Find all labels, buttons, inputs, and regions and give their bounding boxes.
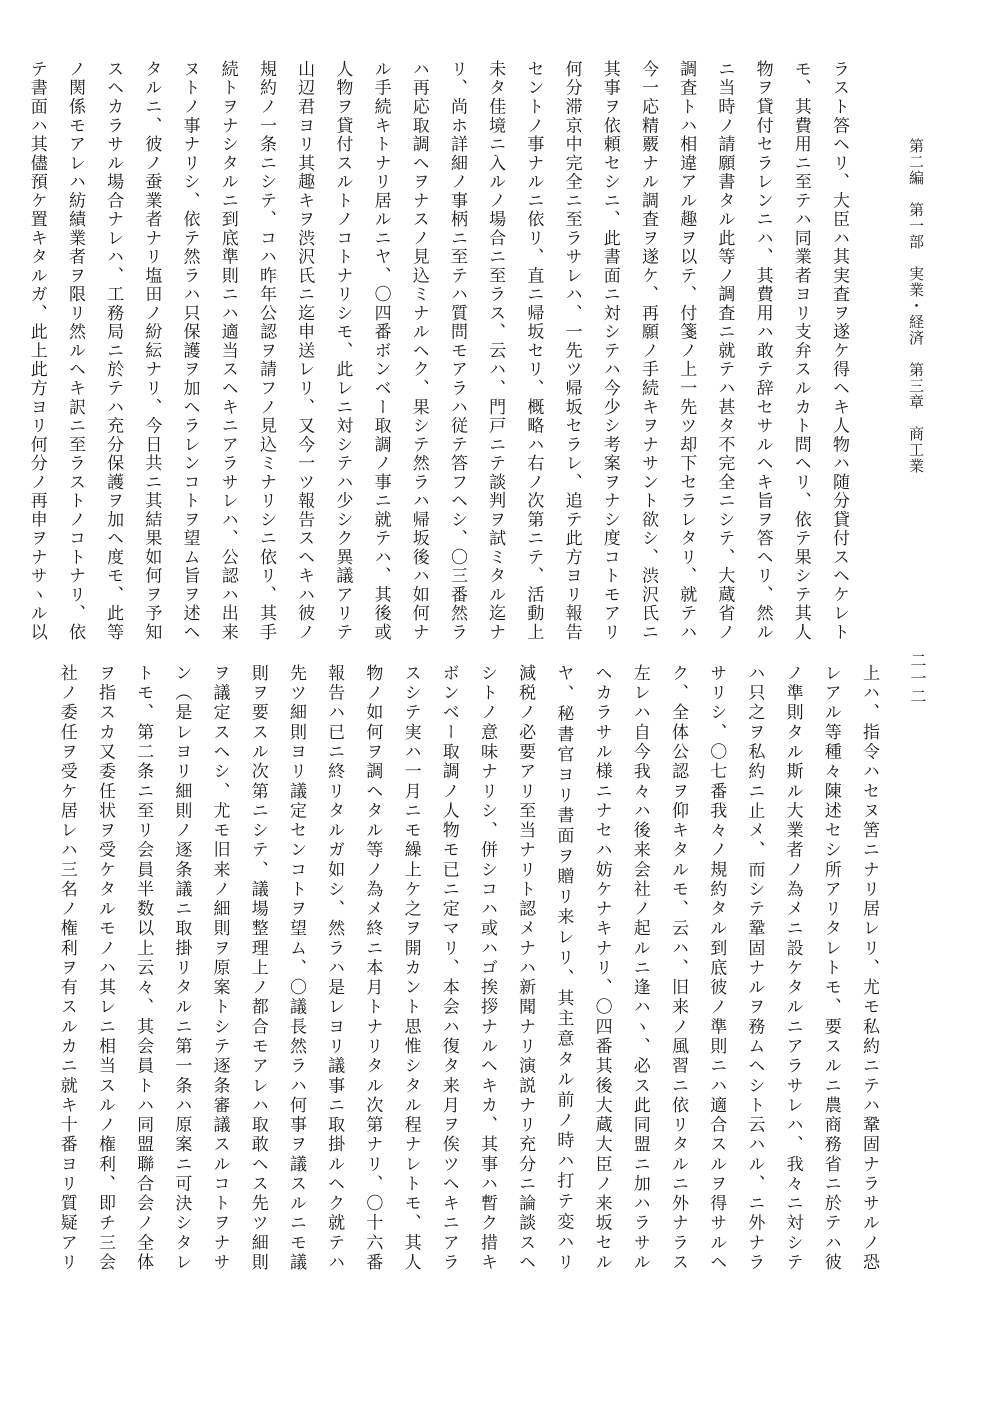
text-line: ニ当時ノ請願書タル此等ノ調査ニ就テハ甚タ不完全ニシテ、大蔵省ノ: [714, 60, 735, 640]
text-line: 規約ノ一条ニシテ、コハ昨年公認ヲ請フノ見込ミナリシニ依リ、其手: [255, 60, 276, 640]
text-line: 上ハ、指令ハセヌ筈ニナリ居レリ、尤モ私約ニテハ鞏固ナラサルノ恐: [859, 664, 879, 1270]
text-line: シトノ意味ナリシ、併シコハ或ハゴ挨拶ナルヘキカ、其事ハ暫ク措キ: [476, 664, 497, 1270]
text-line: ハ只之ヲ私約ニ止メ、而シテ鞏固ナルヲ務ムヘシト云ハル、ニ外ナラ: [744, 664, 765, 1270]
text-line: 其事ヲ依頼セシニ、此書面ニ対シテハ今少シ考案ヲナシ度コトモアリ: [599, 60, 620, 640]
text-line: モ、其費用ニ至テハ同業者ヨリ支弁スルカト問ヘリ、依テ果シテ其人: [790, 60, 811, 640]
text-line: ノ準則タル斯ル大業者ノ為メニ設ケタルニアラサレハ、我々ニ対シテ: [782, 664, 803, 1270]
running-head: 第二編 第一部 実業・経済 第三章 商工業: [907, 138, 925, 474]
text-line: 社ノ委任ヲ受ケ居レハ三名ノ権利ヲ有スルカニ就キ十番ヨリ質疑アリ: [56, 664, 77, 1270]
text-line: ン（是レヨリ細則ノ逐条議ニ取掛リタルニ第一条ハ原案ニ可決シタレ: [171, 664, 192, 1270]
text-line: ヌトノ事ナリシ、依テ然ラハ只保護ヲ加ヘラレンコトヲ望ム旨ヲ述ヘ: [179, 60, 200, 640]
page-number: 二一二: [908, 652, 927, 706]
text-line: トモ、第二条ニ至リ会員半数以上云々、其会員トハ同盟聯合会ノ全体: [133, 664, 154, 1270]
text-line: 続トヲナシタルニ到底準則ニハ適当スヘキニアラサレハ、公認ハ出来: [217, 60, 238, 640]
text-line: 山辺君ヨリ其趣キヲ渋沢氏ニ迄申送レリ、又今一ツ報告スヘキハ彼ノ: [294, 60, 315, 640]
text-line: 今一応精覈ナル調査ヲ遂ケ、再願ノ手続キヲナサント欲シ、渋沢氏ニ: [637, 60, 658, 640]
text-line: ボンベー取調ノ人物モ已ニ定マリ、本会ハ復タ来月ヲ俟ツヘキニアラ: [438, 664, 459, 1270]
text-line: ノ関係モアレハ紡績業者ヲ限リ然ルヘキ訳ニ至ラストノコトナリ、依: [64, 60, 85, 640]
text-block-bottom: [56, 664, 888, 1270]
text-line: 左レハ自今我々ハ後来会社ノ起ルニ逢ハヽ、必ス此同盟ニ加ハラサル: [629, 664, 650, 1270]
text-line: ヲ議定スヘシ、尤モ旧来ノ細則ヲ原案トシテ逐条審議スルコトヲナサ: [209, 664, 230, 1270]
text-line: ヲ指スカ又委任状ヲ受ケタルモノハ其レニ相当スルノ権利、即チ三会: [94, 664, 115, 1270]
text-line: 何分滞京中完全ニ至ラサレハ、一先ツ帰坂セラレ、追テ此方ヨリ報告: [561, 60, 582, 640]
text-line: タルニ、彼ノ蚕業者ナリ塩田ノ紛紜ナリ、今日共ニ其結果如何ヲ予知: [141, 60, 162, 640]
text-line: 則ヲ要スル次第ニシテ、議場整理上ノ都合モアレハ取敢ヘス先ツ細則: [247, 664, 268, 1270]
text-line: 物ノ如何ヲ調ヘタル等ノ為メ終ニ本月トナリタル次第ナリ、〇十六番: [362, 664, 383, 1270]
text-line: レアル等種々陳述セシ所アリタレトモ、要スルニ農商務省ニ於テハ彼: [820, 664, 841, 1270]
text-line: サリシ、〇七番我々ノ規約タル到底彼ノ準則ニハ適合スルヲ得サルヘ: [706, 664, 727, 1270]
text-line: ヤ、秘書官ヨリ書面ヲ贈リ来レリ、其主意タル前ノ時ハ打テ変ハリ: [553, 664, 574, 1270]
text-line: ヘカラサル様ニナセハ妨ケナキナリ、〇四番其後大蔵大臣ノ来坂セル: [591, 664, 612, 1270]
text-line: 減税ノ必要アリ至当ナリト認メナハ新聞ナリ演説ナリ充分ニ論談スヘ: [515, 664, 536, 1270]
text-line: 物ヲ貸付セラレンニハ、其費用ハ敢テ辞セサルヘキ旨ヲ答ヘリ、然ル: [752, 60, 773, 640]
text-line: スヘカラサル場合ナレハ、工務局ニ於テハ充分保護ヲ加ヘ度モ、此等: [103, 60, 124, 640]
text-line: ラスト答ヘリ、大臣ハ其実査ヲ遂ケ得ヘキ人物ハ随分貸付スヘケレト: [829, 60, 849, 640]
text-line: セントノ事ナルニ依リ、直ニ帰坂セリ、概略ハ右ノ次第ニテ、活動上: [523, 60, 544, 640]
text-line: スシテ実ハ一月ニモ繰上ケ之ヲ開カント思惟シタル程ナレトモ、其人: [400, 664, 421, 1270]
text-line: 未タ佳境ニ入ルノ場合ニ至ラス、云ハ、門戸ニテ談判ヲ試ミタル迄ナ: [485, 60, 506, 640]
text-line: 先ツ細則ヨリ議定センコトヲ望ム、〇議長然ラハ何事ヲ議スルニモ議: [285, 664, 306, 1270]
text-line: 報告ハ已ニ終リタルガ如シ、然ラハ是レヨリ議事ニ取掛ルヘク就テハ: [324, 664, 345, 1270]
text-line: ル手続キトナリ居ルニヤ、〇四番ボンベー取調ノ事ニ就テハ、其後或: [370, 60, 391, 640]
text-line: 人物ヲ貸付スルトノコトナリシモ、此レニ対シテハ少シク異議アリテ: [332, 60, 353, 640]
text-line: 調査トハ相違アル趣ヲ以テ、付箋ノ上一先ツ却下セラレタリ、就テハ: [676, 60, 697, 640]
text-line: リ、尚ホ詳細ノ事柄ニ至テハ質問モアラハ従テ答フヘシ、〇三番然ラ: [446, 60, 467, 640]
text-block-top: [26, 60, 858, 640]
text-line: ハ再応取調ヘヲナスノ見込ミナルヘク、果シテ然ラハ帰坂後ハ如何ナ: [408, 60, 429, 640]
text-line: ク、全体公認ヲ仰キタルモ、云ハ、旧来ノ風習ニ依リタルニ外ナラス: [667, 664, 688, 1270]
text-line: テ書面ハ其儘預ケ置キタルガ、此上此方ヨリ何分ノ再申ヲナサヽル以: [26, 60, 47, 640]
